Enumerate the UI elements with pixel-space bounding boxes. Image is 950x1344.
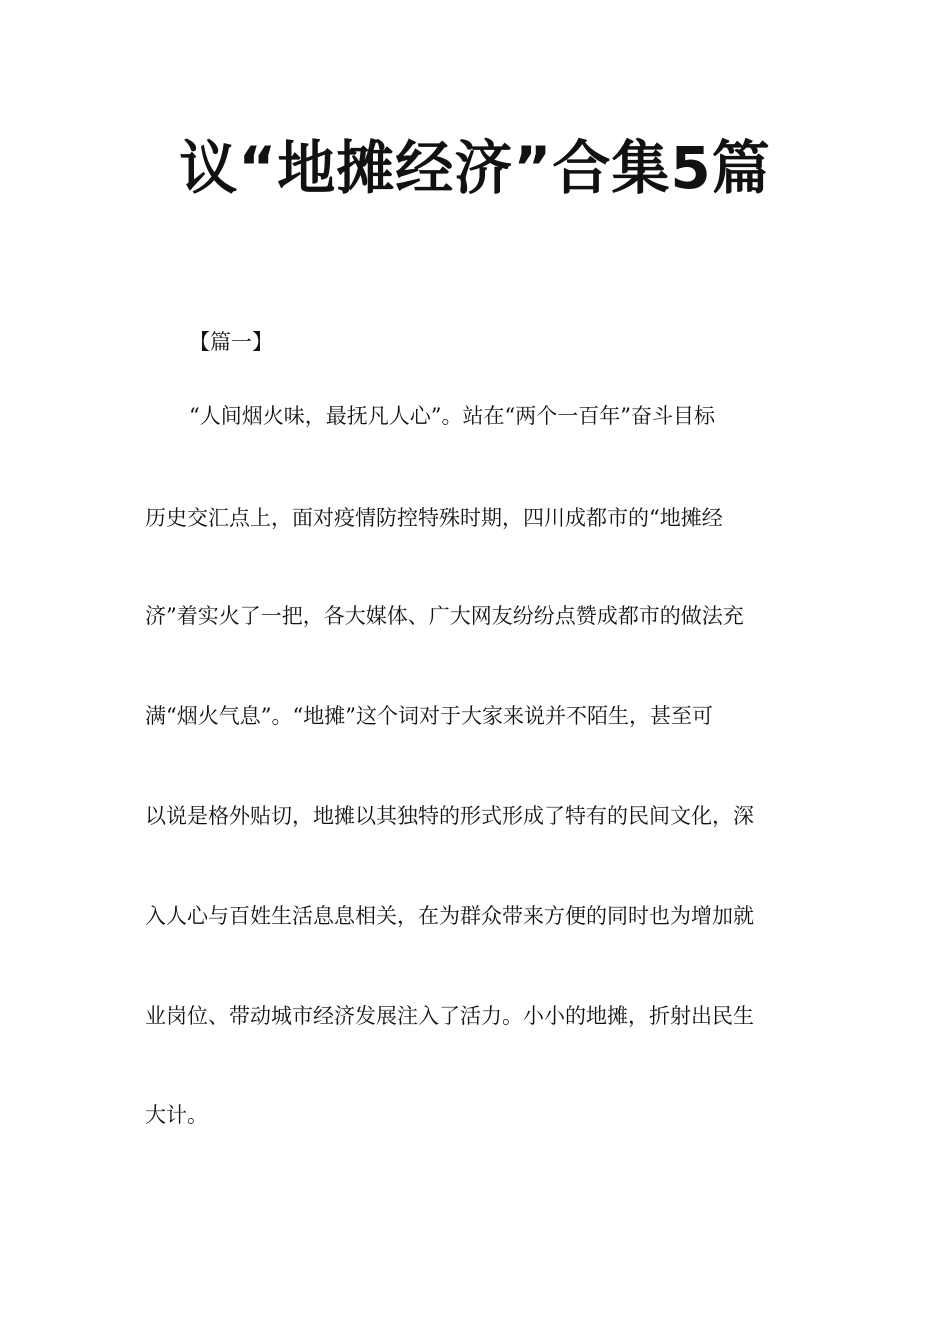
- paragraph-line: 历史交汇点上，面对疫情防控特殊时期，四川成都市的“地摊经: [145, 506, 723, 530]
- paragraph-line: 入人心与百姓生活息息相关，在为群众带来方便的同时也为增加就: [145, 904, 754, 928]
- paragraph-line: 以说是格外贴切，地摊以其独特的形式形成了特有的民间文化，深: [145, 804, 754, 828]
- paragraph-line: 满“烟火气息”。“地摊”这个词对于大家来说并不陌生，甚至可: [145, 704, 713, 728]
- paragraph-line: 济”着实火了一把，各大媒体、广大网友纷纷点赞成都市的做法充: [145, 604, 744, 628]
- paragraph-line: 大计。: [145, 1103, 208, 1127]
- paragraph-line: “人间烟火味，最抚凡人心”。站在“两个一百年”奋斗目标: [189, 404, 715, 428]
- document-title: 议“地摊经济”合集5篇: [179, 134, 771, 202]
- paragraph-line: 业岗位、带动城市经济发展注入了活力。小小的地摊，折射出民生: [145, 1004, 754, 1028]
- section-label: 【篇一】: [189, 330, 273, 354]
